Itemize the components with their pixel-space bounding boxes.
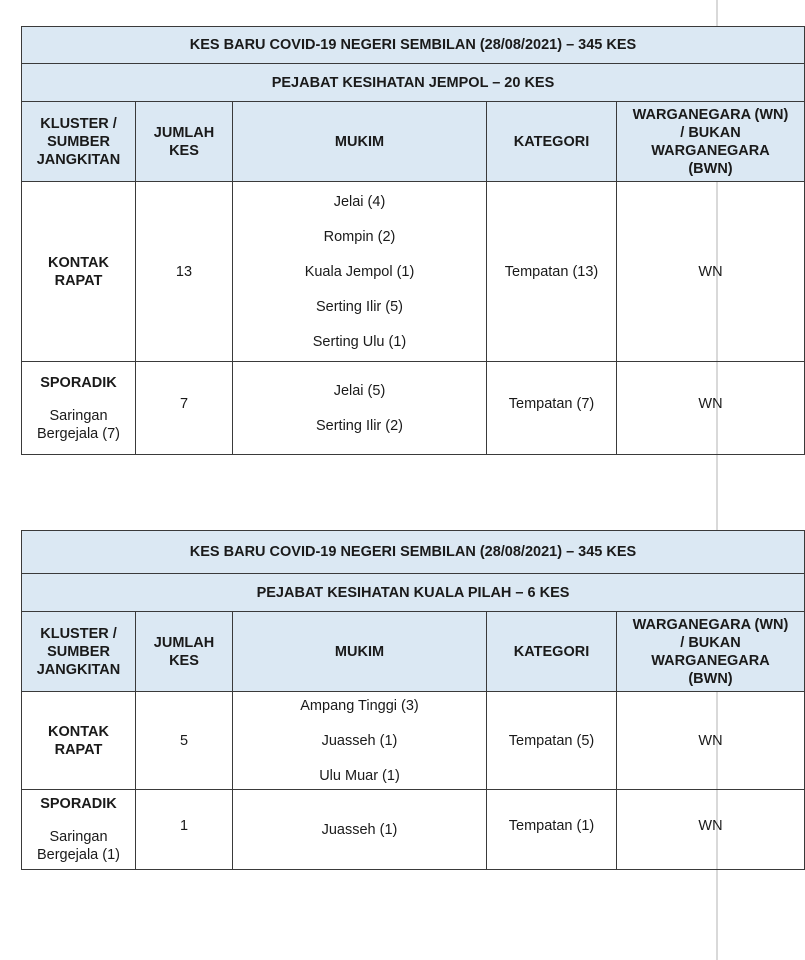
mukim-item: Juasseh (1): [321, 821, 398, 838]
jumlah-cell: 1: [136, 790, 233, 870]
table-subtitle: PEJABAT KESIHATAN JEMPOL – 20 KES: [22, 64, 805, 102]
mukim-item: Jelai (4): [333, 193, 386, 210]
jumlah-cell: 7: [136, 362, 233, 455]
header-warganegara: WARGANEGARA (WN) / BUKAN WARGANEGARA (BWN): [617, 102, 805, 182]
cluster-cell: KONTAK RAPAT: [22, 692, 136, 790]
table-title: KES BARU COVID-19 NEGERI SEMBILAN (28/08/2021) – 345 KES: [22, 531, 805, 574]
table-row: [22, 692, 805, 790]
cluster-cell: [22, 790, 136, 870]
wn-cell: WN: [617, 362, 805, 455]
mukim-cell: [233, 182, 487, 362]
header-kluster: KLUSTER / SUMBER JANGKITAN: [22, 102, 136, 182]
kategori-cell: Tempatan (13): [487, 182, 617, 362]
mukim-item: Ampang Tinggi (3): [300, 697, 419, 714]
wn-cell: WN: [617, 790, 805, 870]
header-mukim: MUKIM: [233, 612, 487, 692]
cluster-label: SPORADIK: [40, 374, 117, 391]
kuala-pilah-case-table: [21, 530, 805, 870]
header-warganegara: WARGANEGARA (WN) / BUKAN WARGANEGARA (BWN): [617, 612, 805, 692]
jumlah-cell: 5: [136, 692, 233, 790]
mukim-item: Serting Ilir (2): [315, 417, 404, 434]
cluster-cell: [22, 362, 136, 455]
cluster-cell: KONTAK RAPAT: [22, 182, 136, 362]
mukim-item: Serting Ilir (5): [315, 298, 404, 315]
table-row: [22, 362, 805, 455]
header-mukim: MUKIM: [233, 102, 487, 182]
kategori-cell: Tempatan (5): [487, 692, 617, 790]
mukim-item: Rompin (2): [323, 228, 396, 245]
header-kluster: KLUSTER / SUMBER JANGKITAN: [22, 612, 136, 692]
table-row: [22, 182, 805, 362]
mukim-item: Juasseh (1): [321, 732, 398, 749]
wn-cell: WN: [617, 692, 805, 790]
table-subtitle-row: [22, 64, 805, 102]
mukim-item: Serting Ulu (1): [312, 333, 407, 350]
column-header-row: [22, 102, 805, 182]
wn-cell: WN: [617, 182, 805, 362]
cluster-sub-label: Saringan Bergejala (1): [36, 829, 120, 863]
mukim-cell: [233, 692, 487, 790]
header-jumlah: JUMLAH KES: [136, 612, 233, 692]
column-header-row: [22, 612, 805, 692]
mukim-item: Kuala Jempol (1): [304, 263, 415, 280]
jumlah-cell: 13: [136, 182, 233, 362]
mukim-cell: [233, 790, 487, 870]
mukim-cell: [233, 362, 487, 455]
header-jumlah: JUMLAH KES: [136, 102, 233, 182]
table-title-row: [22, 531, 805, 574]
mukim-item: Jelai (5): [333, 382, 386, 399]
cluster-label: SPORADIK: [40, 796, 117, 812]
cluster-sub-label: Saringan Bergejala (7): [36, 407, 120, 442]
table-subtitle-row: [22, 574, 805, 612]
table-title: KES BARU COVID-19 NEGERI SEMBILAN (28/08/2021) – 345 KES: [22, 27, 805, 64]
table-row: [22, 790, 805, 870]
mukim-item: Ulu Muar (1): [319, 767, 400, 784]
jempol-case-table: [21, 26, 805, 455]
table-title-row: [22, 27, 805, 64]
header-kategori: KATEGORI: [487, 612, 617, 692]
table-subtitle: PEJABAT KESIHATAN KUALA PILAH – 6 KES: [22, 574, 805, 612]
kategori-cell: Tempatan (1): [487, 790, 617, 870]
kategori-cell: Tempatan (7): [487, 362, 617, 455]
header-kategori: KATEGORI: [487, 102, 617, 182]
